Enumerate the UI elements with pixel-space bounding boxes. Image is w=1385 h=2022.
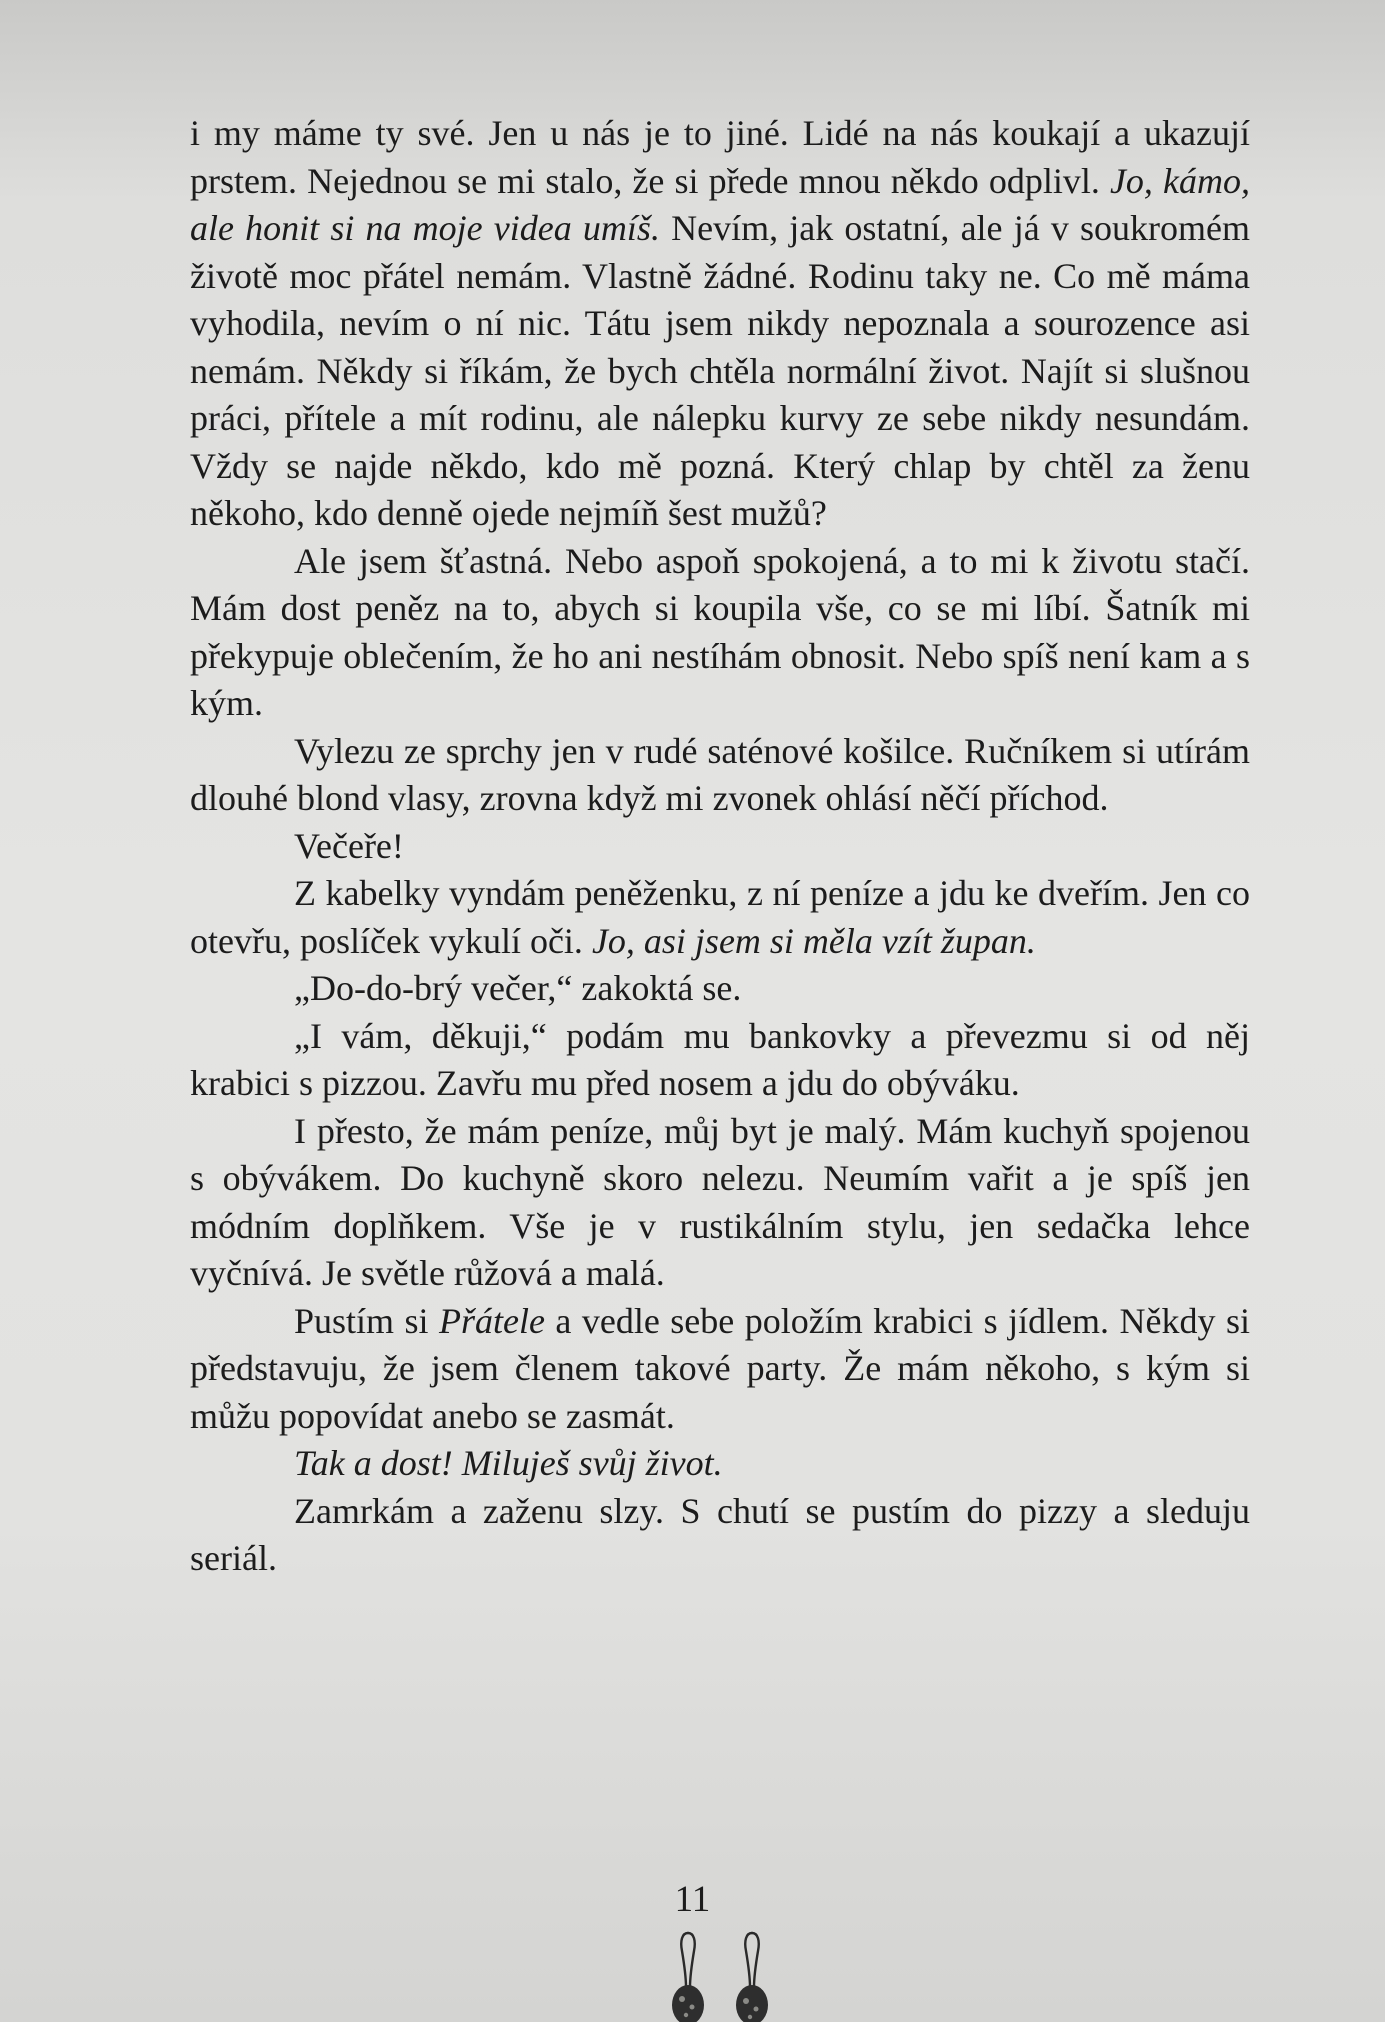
paragraph bbox=[190, 110, 1250, 538]
paragraph bbox=[190, 1298, 1250, 1441]
paragraph bbox=[190, 728, 1250, 823]
text-segment: Pustím si bbox=[294, 1300, 439, 1341]
paragraph bbox=[190, 538, 1250, 728]
italic-text-segment: Jo, asi jsem si měla vzít župan. bbox=[591, 920, 1036, 961]
italic-text-segment: Tak a dost! Miluješ svůj život. bbox=[294, 1443, 723, 1483]
text-segment: a vedle sebe položím krabici s jídlem. Někdy si představuju, že jsem členem takové party. Že mám někoho, s kým si můžu popovídat anebo se zasmát. bbox=[190, 1300, 1250, 1436]
text-segment: Zamrkám a zaženu slzy. S chutí se pustím do pizzy a sleduju seriál. bbox=[190, 1490, 1250, 1578]
italic-text-segment: Jo, kámo, ale honit si na moje videa umíš. bbox=[190, 160, 1250, 248]
paragraph bbox=[190, 1488, 1250, 1583]
paragraph bbox=[190, 823, 1250, 871]
page-number: 11 bbox=[674, 1879, 711, 1920]
text-segment: i my máme ty své. Jen u nás je to jiné. Lidé na nás koukají a ukazují prstem. Nejednou se mi stalo, že si přede mnou někdo odplivl. bbox=[190, 113, 1250, 201]
paragraph bbox=[190, 1440, 1250, 1488]
text-segment: Vylezu ze sprchy jen v rudé saténové košilce. Ručníkem si utírám dlouhé blond vlasy, zrovna když mi zvonek ohlásí něčí příchod. bbox=[190, 730, 1250, 818]
text-segment: I přesto, že mám peníze, můj byt je malý. Mám kuchyň spojenou s obývákem. Do kuchyně skoro nelezu. Neumím vařit a je spíš jen módním doplňkem. Vše je v rustikálním stylu, jen sedačka lehce vyčnívá. Je světle růžová a malá. bbox=[190, 1110, 1250, 1293]
text-segment: „Do-do-brý večer,“ zakoktá se. bbox=[294, 968, 742, 1008]
paragraph bbox=[190, 870, 1250, 965]
italic-text-segment: Přátele bbox=[438, 1300, 545, 1341]
text-segment: Ale jsem šťastná. Nebo aspoň spokojená, a to mi k životu stačí. Mám dost peněz na to, abych si koupila vše, co se mi líbí. Šatník mi překypuje oblečením, že ho ani nestíhám obnosit. Nebo spíš není kam a s kým. bbox=[190, 540, 1250, 723]
text-segment: Večeře! bbox=[294, 825, 404, 866]
text-segment: Nevím, jak ostatní, ale já v soukromém životě moc přátel nemám. Vlastně žádné. Rodinu taky ne. Co mě máma vyhodila, nevím o ní nic. Tátu jsem nikdy nepoznala a sourozence asi nemám. Někdy si říkám, že bych chtěla normální život. Najít si slušnou práci, přítele a mít rodinu, ale nálepku kurvy ze sebe nikdy nesundám. Vždy se najde někdo, kdo mě pozná. Který chlap by chtěl za ženu někoho, kdo denně ojede nejmíň šest mužů? bbox=[190, 208, 1250, 533]
paragraph bbox=[190, 1108, 1250, 1298]
paragraph bbox=[190, 965, 1250, 1013]
paragraph bbox=[190, 1013, 1250, 1108]
text-segment: Z kabelky vyndám peněženku, z ní peníze a jdu ke dveřím. Jen co otevřu, poslíček vykulí oči. bbox=[190, 873, 1250, 961]
drop-earrings-ornament-icon bbox=[660, 1925, 790, 2022]
text-segment: „I vám, děkuji,“ podám mu bankovky a převezmu si od něj krabici s pizzou. Zavřu mu před nosem a jdu do obýváku. bbox=[190, 1015, 1250, 1103]
body-text bbox=[190, 110, 1250, 1583]
